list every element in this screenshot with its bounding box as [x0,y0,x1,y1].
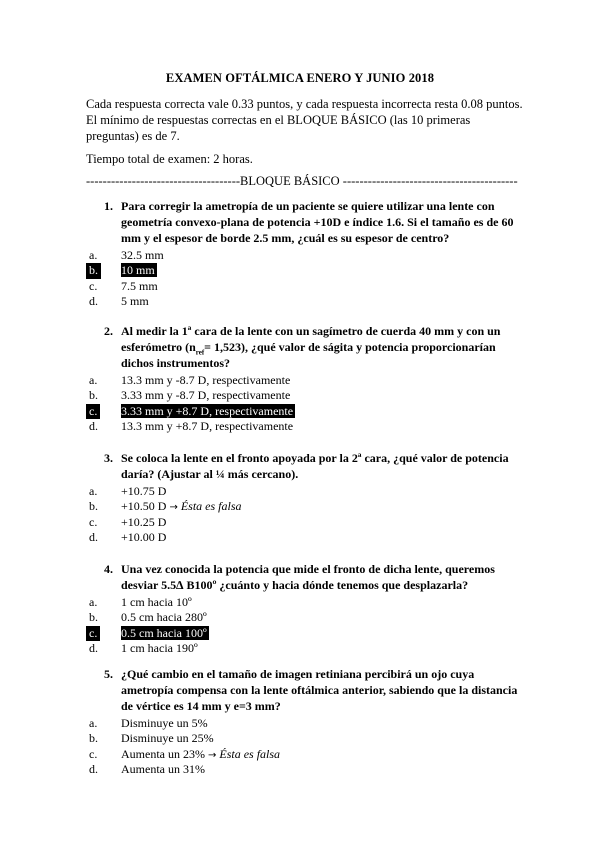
option-b[interactable] [86,499,526,514]
option-text: Aumenta un 23% [121,746,205,761]
option-b[interactable] [86,388,526,403]
options-list [86,373,526,435]
scoring-paragraph: Cada respuesta correcta vale 0.33 puntos, y cada respuesta incorrecta resta 0.08 puntos. El mínimo de respuestas correctas en el BLOQUE BÁSICO (las 10 primeras preguntas) es de 7. [86,97,523,143]
question-statement-end: = 1,523), ¿qué valor de ságita y potencia proporcionarían dichos instrumentos? [121,340,496,370]
question-number: 2. [104,324,113,338]
option-text: 13.3 mm y +8.7 D, respectivamente [121,419,294,434]
option-d[interactable] [86,762,526,777]
option-text: 13.3 mm y -8.7 D, respectivamente [121,373,291,387]
question-text [86,450,526,482]
option-c[interactable] [86,515,526,530]
option-text: 10 mm [121,263,155,278]
option-letter: c. [86,626,100,641]
option-b[interactable] [86,610,526,625]
options-list [86,248,526,310]
option-letter: b. [89,388,98,403]
question-number: 4. [104,562,113,576]
question-text [86,561,526,593]
option-letter: c. [89,746,98,761]
option-c-selected[interactable] [86,626,526,641]
question-statement-start: Al medir la 1ª cara de la lente con un sagímetro de cuerda 40 mm y con un esferómetro (n [121,324,501,354]
question-statement: Se coloca la lente en el fronto apoyada por la 2ª cara, ¿qué valor de potencia daría? (Ajustar al ¼ más cercano). [121,451,509,481]
exam-title: EXAMEN OFTÁLMICA ENERO Y JUNIO 2018 [165,71,435,85]
option-b-selected[interactable] [86,263,526,278]
question-statement: ¿Qué cambio en el tamaño de imagen retiniana percibirá un ojo cuya ametropía compensa con la lente oftálmica anterior, sabiendo que la distancia de vértice es 14 mm y e=3 mm? [121,667,518,713]
option-letter: b. [89,610,98,625]
option-text: 7.5 mm [121,278,158,293]
option-letter: b. [89,499,98,514]
option-letter: d. [89,641,98,656]
time-paragraph: Tiempo total de examen: 2 horas. [86,152,253,166]
option-letter: b. [89,731,98,746]
question-number: 5. [104,667,113,681]
option-c-selected[interactable] [86,404,526,419]
option-letter: b. [86,263,101,278]
question-4 [86,561,526,657]
option-d[interactable] [86,419,526,434]
question-statement: Una vez conocida la potencia que mide el fronto de dicha lente, queremos desviar 5.5∆ B100º ¿cuánto y hacia dónde tenemos que desplazarla? [121,562,495,592]
option-letter: a. [89,248,98,262]
option-a[interactable] [86,716,526,731]
question-5 [86,666,526,778]
option-c[interactable] [86,279,526,294]
option-text: 5 mm [121,294,149,309]
options-list [86,484,526,546]
option-letter: c. [86,404,100,419]
option-letter: d. [89,294,98,309]
arrow-right-icon: → [207,749,217,761]
option-letter: a. [89,373,98,387]
option-d[interactable] [86,530,526,545]
question-text [86,198,526,246]
options-list [86,716,526,778]
question-1 [86,198,526,310]
option-d[interactable] [86,641,526,656]
option-text: 1 cm hacia 190º [121,641,198,656]
option-text: Aumenta un 31% [121,762,205,777]
option-b[interactable] [86,731,526,746]
option-text: +10.50 D [121,499,167,514]
option-text: +10.25 D [121,514,167,529]
option-a[interactable] [86,373,526,388]
false-answer-note: Ésta es falsa [219,746,281,761]
option-text: +10.00 D [121,530,167,545]
options-list [86,595,526,657]
arrow-right-icon: → [169,502,178,514]
option-letter: a. [89,484,98,498]
refraction-index-subscript: ref [195,348,205,357]
question-number: 3. [104,451,113,465]
option-d[interactable] [86,294,526,309]
option-text: Disminuye un 5% [121,716,208,730]
false-answer-note: Ésta es falsa [180,499,242,514]
option-text: 3.33 mm y +8.7 D, respectivamente [121,403,294,418]
option-a[interactable] [86,484,526,499]
option-a[interactable] [86,595,526,610]
option-letter: d. [89,419,98,434]
option-a[interactable] [86,248,526,263]
question-text [86,666,526,714]
question-text [86,323,526,371]
option-letter: a. [89,716,98,730]
option-text: +10.75 D [121,484,167,498]
option-text: 0.5 cm hacia 280º [121,610,207,625]
question-statement: Para corregir la ametropía de un paciente se quiere utilizar una lente con geometría convexo-plana de potencia +10D e índice 1.6. Si el tamaño es de 60 mm y el espesor de borde 2.5 mm, ¿cuál es su espesor de centro? [121,199,514,245]
option-letter: d. [89,530,98,545]
section-divider: -------------------------------------BLOQUE BÁSICO ------------------------------------------ [86,174,518,188]
option-letter: d. [89,762,98,777]
option-letter: c. [89,278,98,293]
question-number: 1. [104,199,113,213]
option-letter: a. [89,595,98,609]
question-2 [86,323,526,435]
option-text: 0.5 cm hacia 100º [121,625,207,640]
question-3 [86,450,526,546]
option-c[interactable] [86,747,526,762]
option-text: 32.5 mm [121,248,164,262]
option-text: 3.33 mm y -8.7 D, respectivamente [121,388,291,403]
option-text: 1 cm hacia 10º [121,595,192,609]
option-text: Disminuye un 25% [121,731,214,746]
option-letter: c. [89,514,98,529]
